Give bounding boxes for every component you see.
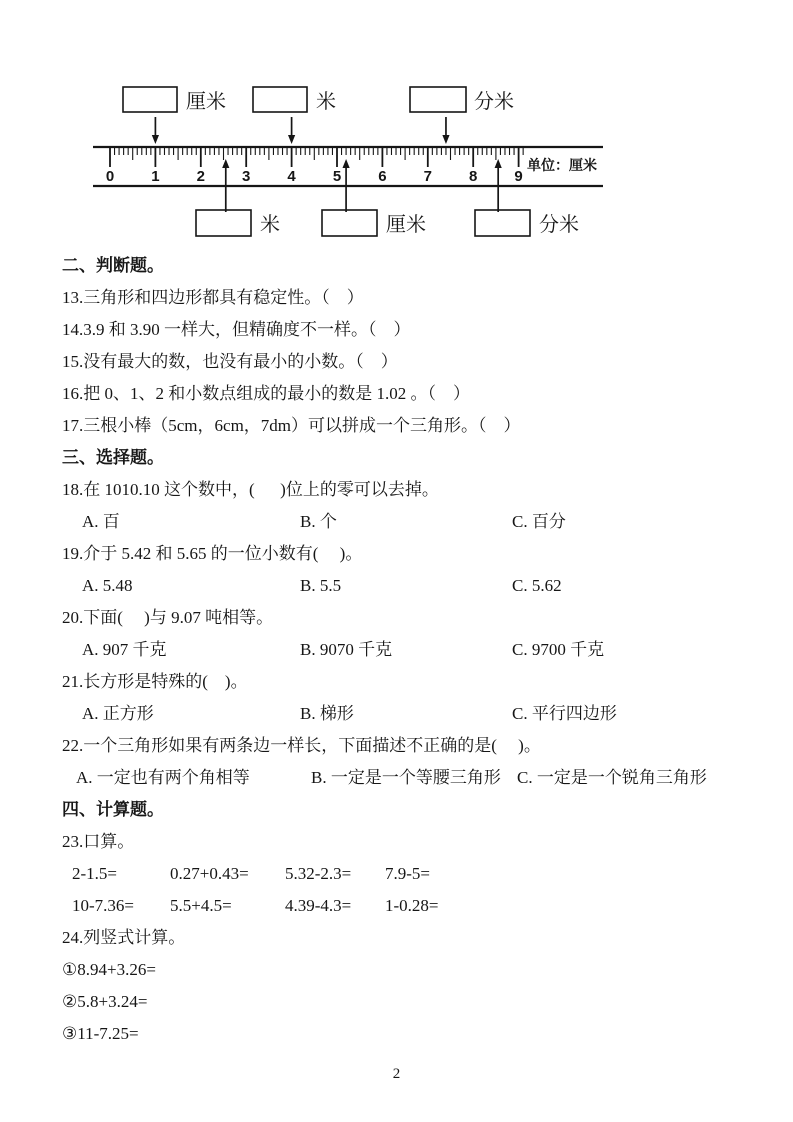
mc-option: B. 5.5 (300, 576, 342, 595)
oral-calc-item: 5.32-2.3= (285, 864, 352, 883)
ruler-number: 8 (469, 168, 478, 185)
mc-option: C. 百分 (512, 512, 566, 531)
ruler-numbers (106, 168, 523, 185)
mc-option: C. 9700 千克 (512, 640, 605, 659)
tf-question-13: 13.三角形和四边形都具有稳定性。（ ） (62, 288, 364, 307)
vertical-calc-item-2: ②5.8+3.24= (62, 992, 148, 1011)
mc-option: A. 907 千克 (82, 640, 167, 659)
mc-options-20 (62, 634, 762, 666)
box-label: 米 (316, 91, 336, 113)
box-label: 分米 (474, 91, 514, 113)
oral-calc-item: 4.39-4.3= (285, 896, 352, 915)
ruler-number: 5 (332, 168, 342, 185)
mc-option: A. 5.48 (82, 576, 133, 595)
mc-stem-18: 18.在 1010.10 这个数中，( )位上的零可以去掉。 (62, 480, 439, 499)
box-label: 分米 (539, 214, 579, 236)
section-heading-calculation: 四、计算题。 (62, 800, 164, 819)
vertical-calc-label: 24.列竖式计算。 (62, 928, 186, 947)
ruler-unit-label: 单位：厘米 (527, 157, 597, 173)
mc-stem-20: 20.下面( )与 9.07 吨相等。 (62, 608, 274, 627)
mc-option: A. 百 (82, 512, 120, 531)
pointer-arrows (152, 117, 502, 212)
ruler-number: 0 (105, 168, 115, 185)
mc-stem-22: 22.一个三角形如果有两条边一样长，下面描述不正确的是( )。 (62, 736, 541, 755)
ruler-diagram (0, 0, 793, 250)
box-label: 厘米 (186, 91, 226, 113)
ruler-number: 3 (242, 168, 251, 185)
worksheet-body (62, 250, 762, 1050)
vertical-calc-item-3: ③11-7.25= (62, 1024, 139, 1043)
ruler-number: 9 (514, 168, 523, 185)
tf-question-14: 14.3.9 和 3.90 一样大，但精确度不一样。（ ） (62, 320, 411, 339)
answer-box (123, 87, 177, 112)
answer-box (196, 210, 251, 236)
ruler-ticks (110, 147, 523, 167)
oral-calc-item: 10-7.36= (72, 896, 134, 915)
top-answer-boxes (123, 87, 514, 113)
down-arrow (442, 117, 449, 144)
mc-options-22 (62, 762, 762, 794)
oral-calc-row-1 (62, 858, 762, 890)
answer-box (322, 210, 377, 236)
mc-options-18 (62, 506, 762, 538)
mc-stem-19: 19.介于 5.42 和 5.65 的一位小数有( )。 (62, 544, 363, 563)
tf-question-15: 15.没有最大的数，也没有最小的小数。（ ） (62, 352, 398, 371)
mc-option: A. 一定也有两个角相等 (76, 768, 250, 787)
mc-stem-21: 21.长方形是特殊的( )。 (62, 672, 248, 691)
mc-option: C. 平行四边形 (512, 704, 617, 723)
section-heading-judgement: 二、判断题。 (62, 256, 164, 275)
tf-question-17: 17.三根小棒（5cm，6cm，7dm）可以拼成一个三角形。（ ） (62, 416, 521, 435)
ruler-diagram-svg (0, 0, 793, 250)
ruler-number: 4 (287, 168, 296, 185)
ruler-number: 6 (378, 168, 387, 185)
mc-option: B. 一定是一个等腰三角形 (311, 768, 501, 787)
section-heading-choice: 三、选择题。 (62, 448, 164, 467)
bottom-answer-boxes (196, 210, 579, 236)
mc-option: C. 一定是一个锐角三角形 (517, 768, 707, 787)
mc-option: B. 梯形 (300, 704, 354, 723)
mc-option: B. 个 (300, 512, 337, 531)
oral-calc-item: 0.27+0.43= (170, 864, 249, 883)
down-arrow (288, 117, 295, 144)
oral-calc-item: 2-1.5= (72, 864, 117, 883)
answer-box (253, 87, 307, 112)
vertical-calc-item-1: ①8.94+3.26= (62, 960, 156, 979)
box-label: 米 (260, 214, 280, 236)
oral-calc-label: 23.口算。 (62, 832, 135, 851)
page-number: 2 (392, 1066, 401, 1082)
ruler-number: 7 (423, 168, 432, 185)
answer-box (475, 210, 530, 236)
oral-calc-row-2 (62, 890, 762, 922)
box-label: 厘米 (386, 214, 426, 236)
mc-option: B. 9070 千克 (300, 640, 393, 659)
tf-question-16: 16.把 0、1、2 和小数点组成的最小的数是 1.02 。（ ） (62, 384, 470, 403)
ruler-number: 1 (151, 168, 160, 185)
oral-calc-item: 1-0.28= (385, 896, 439, 915)
mc-option: C. 5.62 (512, 576, 562, 595)
mc-option: A. 正方形 (82, 704, 154, 723)
ruler-number: 2 (196, 168, 205, 185)
oral-calc-item: 7.9-5= (385, 864, 430, 883)
down-arrow (152, 117, 159, 144)
answer-box (410, 87, 466, 112)
mc-options-19 (62, 570, 762, 602)
mc-options-21 (62, 698, 762, 730)
oral-calc-item: 5.5+4.5= (170, 896, 232, 915)
